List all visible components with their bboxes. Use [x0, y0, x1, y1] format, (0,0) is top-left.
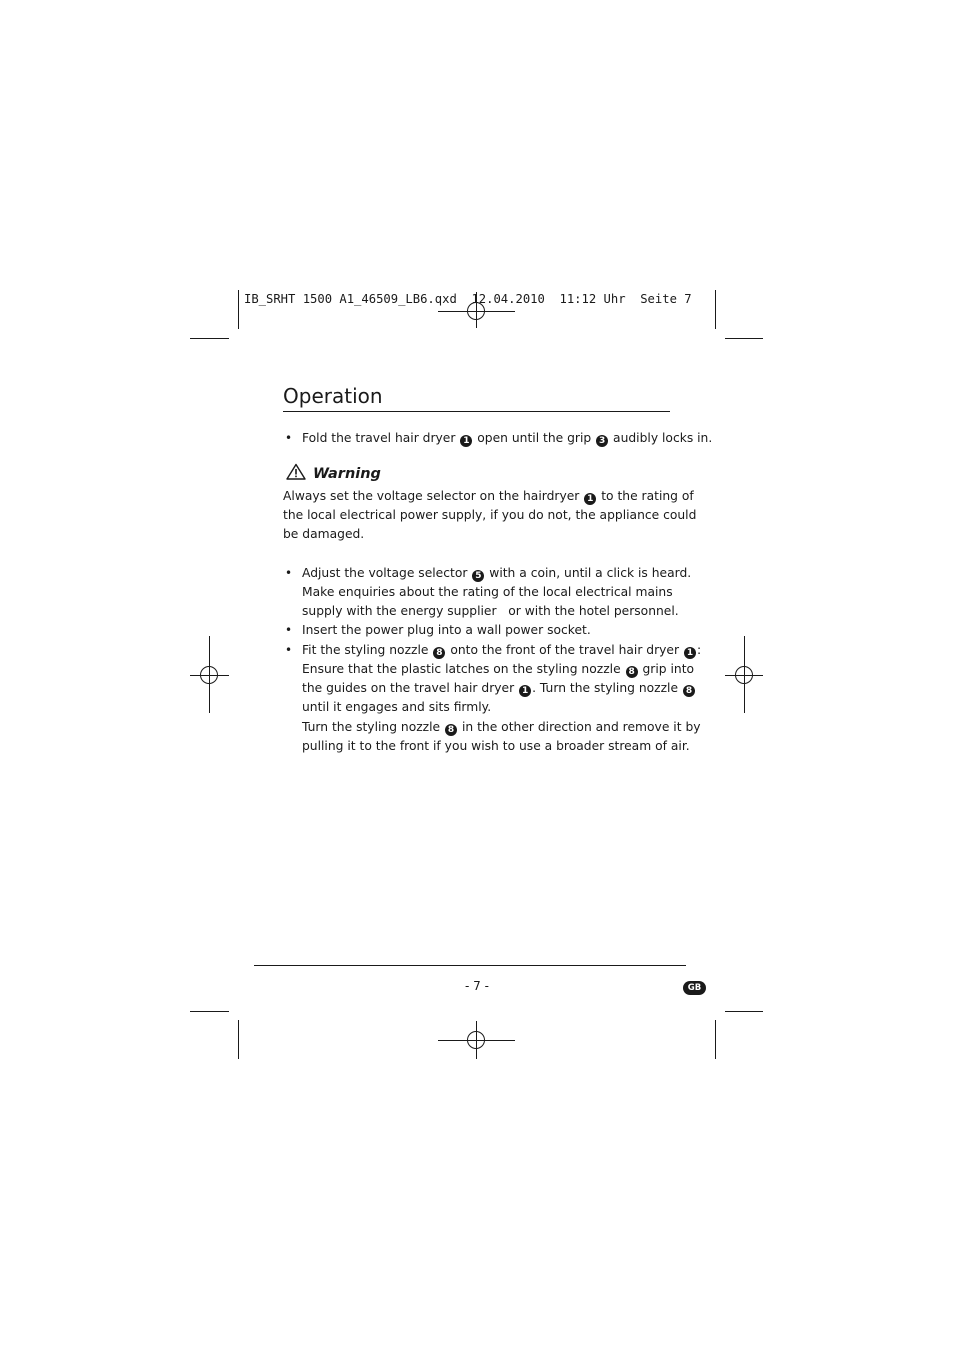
bullet-marker: • [285, 431, 293, 445]
registration-mark-left-circle [200, 666, 218, 684]
step-power-plug: Insert the power plug into a wall power socket. [302, 623, 591, 637]
step-nozzle-line: Fit the styling nozzle 8 onto the front of the travel hair dryer 1 : [302, 643, 702, 658]
crop-mark-top-left-h [190, 338, 229, 339]
crop-mark-bottom-left-h [190, 1011, 229, 1012]
registration-mark-right-circle [735, 666, 753, 684]
step-nozzle-line: pulling it to the front if you wish to use a broader stream of air. [302, 739, 690, 753]
section-title: Operation [283, 384, 383, 408]
warning-triangle-icon [286, 463, 306, 480]
part-number-badge: 8 [626, 666, 638, 678]
footer-rule [254, 965, 686, 966]
part-number-badge: 5 [472, 570, 484, 582]
part-number-badge: 3 [596, 435, 608, 447]
part-number-badge: 1 [519, 685, 531, 697]
part-number-badge: 8 [445, 724, 457, 736]
language-badge: GB [683, 981, 706, 995]
page-number: - 7 - [465, 979, 489, 993]
crop-mark-top-left-v [238, 290, 239, 329]
bullet-marker: • [285, 623, 293, 637]
crop-mark-top-right-h [725, 338, 763, 339]
part-number-badge: 1 [460, 435, 472, 447]
step-voltage-line: Make enquiries about the rating of the local electrical mains [302, 585, 673, 599]
warning-text-line: the local electrical power supply, if you do not, the appliance could [283, 508, 697, 522]
step-voltage-line: supply with the energy supplier or with the hotel personnel. [302, 604, 679, 618]
crop-mark-bottom-right-v [715, 1020, 716, 1059]
part-number-badge: 8 [433, 647, 445, 659]
step-nozzle-line: the guides on the travel hair dryer 1 . Turn the styling nozzle 8 [302, 681, 696, 697]
part-number-badge: 8 [683, 685, 695, 697]
part-number-badge: 1 [684, 647, 696, 659]
print-slug: IB_SRHT 1500 A1_46509_LB6.qxd 12.04.2010 11:12 Uhr Seite 7 [244, 292, 692, 306]
title-underline [283, 411, 670, 412]
part-number-badge: 1 [584, 493, 596, 505]
step-fold-dryer: Fold the travel hair dryer 1 open until the grip 3 audibly locks in. [302, 431, 713, 446]
step-voltage-line: Adjust the voltage selector 5 with a coin, until a click is heard. [302, 566, 692, 581]
warning-text-line: Always set the voltage selector on the hairdryer 1 to the rating of [283, 489, 694, 504]
warning-heading: Warning [313, 466, 381, 482]
step-nozzle-line: Turn the styling nozzle 8 in the other direction and remove it by [302, 720, 701, 735]
bullet-marker: • [285, 566, 293, 580]
crop-mark-top-right-v [715, 290, 716, 329]
bullet-marker: • [285, 643, 293, 657]
crop-mark-bottom-left-v [238, 1020, 239, 1059]
step-nozzle-line: Ensure that the plastic latches on the styling nozzle 8 grip into [302, 662, 695, 677]
registration-mark-bottom-circle [467, 1031, 485, 1049]
step-nozzle-line: until it engages and sits firmly. [302, 700, 492, 714]
crop-mark-bottom-right-h [725, 1011, 763, 1012]
warning-text-line: be damaged. [283, 527, 365, 541]
